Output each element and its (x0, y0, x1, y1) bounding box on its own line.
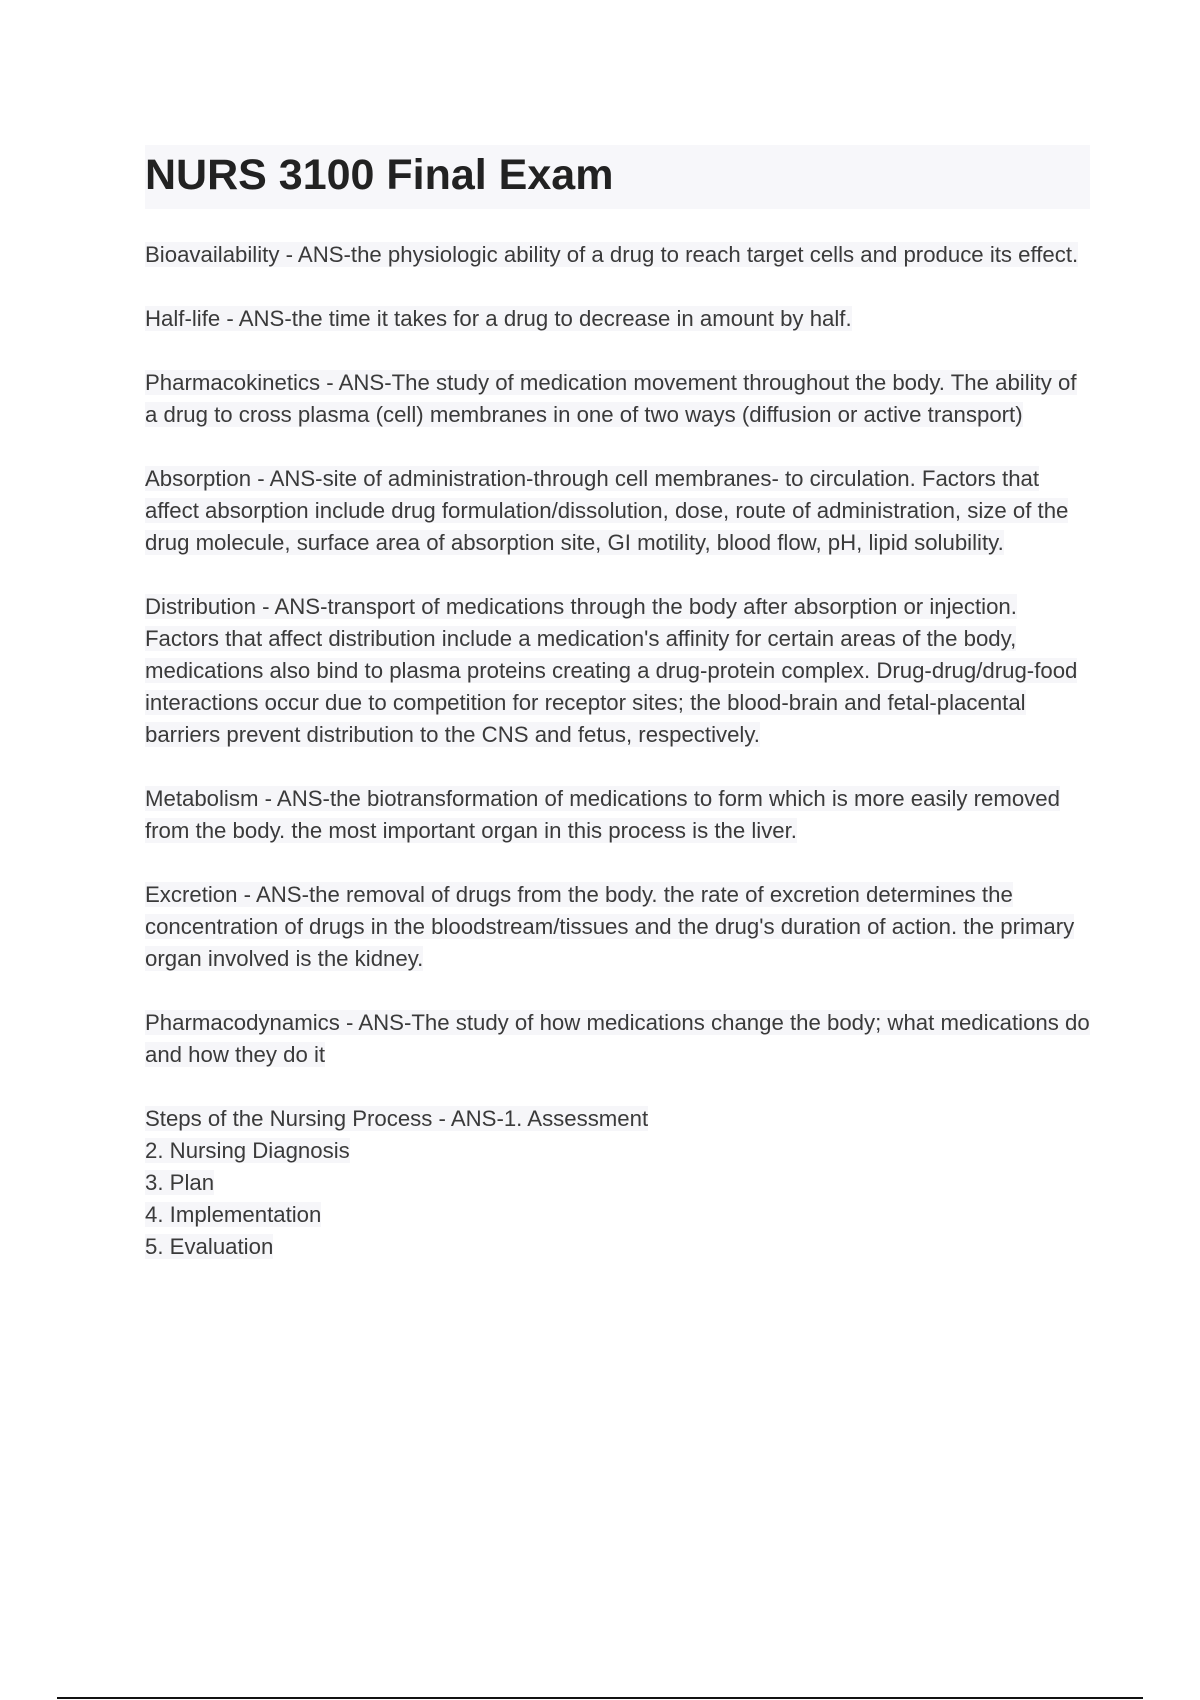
entry-text: Pharmacokinetics - ANS-The study of medication movement throughout the body. The ability of a drug to cross plasma (cell) membranes in one of two ways (diffusion or active transport) (145, 370, 1077, 427)
entry-text: Distribution - ANS-transport of medications through the body after absorption or injection. Factors that affect distribution include a medication's affinity for certain areas of the body, medications also bind to plasma proteins creating a drug-protein complex. Drug-drug/drug-food interactions occur due to competition for receptor sites; the blood-brain and fetal-placental barriers prevent distribution to the CNS and fetus, respectively. (145, 594, 1078, 747)
line-text: 5. Evaluation (145, 1234, 274, 1259)
entry-pharmacodynamics (145, 1007, 1090, 1071)
entry-metabolism (145, 783, 1090, 847)
line-text: 2. Nursing Diagnosis (145, 1138, 350, 1163)
bottom-divider (57, 1697, 1143, 1699)
entry-text: Metabolism - ANS-the biotransformation of medications to form which is more easily removed from the body. the most important organ in this process is the liver. (145, 786, 1060, 843)
document-page (145, 145, 1090, 1263)
entry-text: Excretion - ANS-the removal of drugs from the body. the rate of excretion determines the concentration of drugs in the bloodstream/tissues and the drug's duration of action. the primary organ involved is the kidney. (145, 882, 1075, 971)
entry-bioavailability (145, 239, 1090, 271)
entry-text: Pharmacodynamics - ANS-The study of how medications change the body; what medications do and how they do it (145, 1010, 1090, 1067)
entry-absorption (145, 463, 1090, 559)
line-text: 3. Plan (145, 1170, 215, 1195)
entry-distribution (145, 591, 1090, 751)
title-block (145, 145, 1090, 209)
entries-list (145, 239, 1090, 1263)
line-text: Steps of the Nursing Process - ANS-1. Assessment (145, 1106, 649, 1131)
entry-half-life (145, 303, 1090, 335)
nursing-process-line (145, 1103, 1090, 1135)
entry-excretion (145, 879, 1090, 975)
entry-nursing-process (145, 1103, 1090, 1263)
entry-text: Absorption - ANS-site of administration-through cell membranes- to circulation. Factors that affect absorption include drug formulation/dissolution, dose, route of administration, size of the drug molecule, surface area of absorption site, GI motility, blood flow, pH, lipid solubility. (145, 466, 1069, 555)
line-text: 4. Implementation (145, 1202, 322, 1227)
entry-text: Half-life - ANS-the time it takes for a drug to decrease in amount by half. (145, 306, 852, 331)
entry-pharmacokinetics (145, 367, 1090, 431)
nursing-process-line (145, 1231, 1090, 1263)
entry-text: Bioavailability - ANS-the physiologic ability of a drug to reach target cells and produce its effect. (145, 242, 1079, 267)
nursing-process-line (145, 1135, 1090, 1167)
nursing-process-line (145, 1167, 1090, 1199)
document-title: NURS 3100 Final Exam (145, 151, 614, 199)
nursing-process-line (145, 1199, 1090, 1231)
